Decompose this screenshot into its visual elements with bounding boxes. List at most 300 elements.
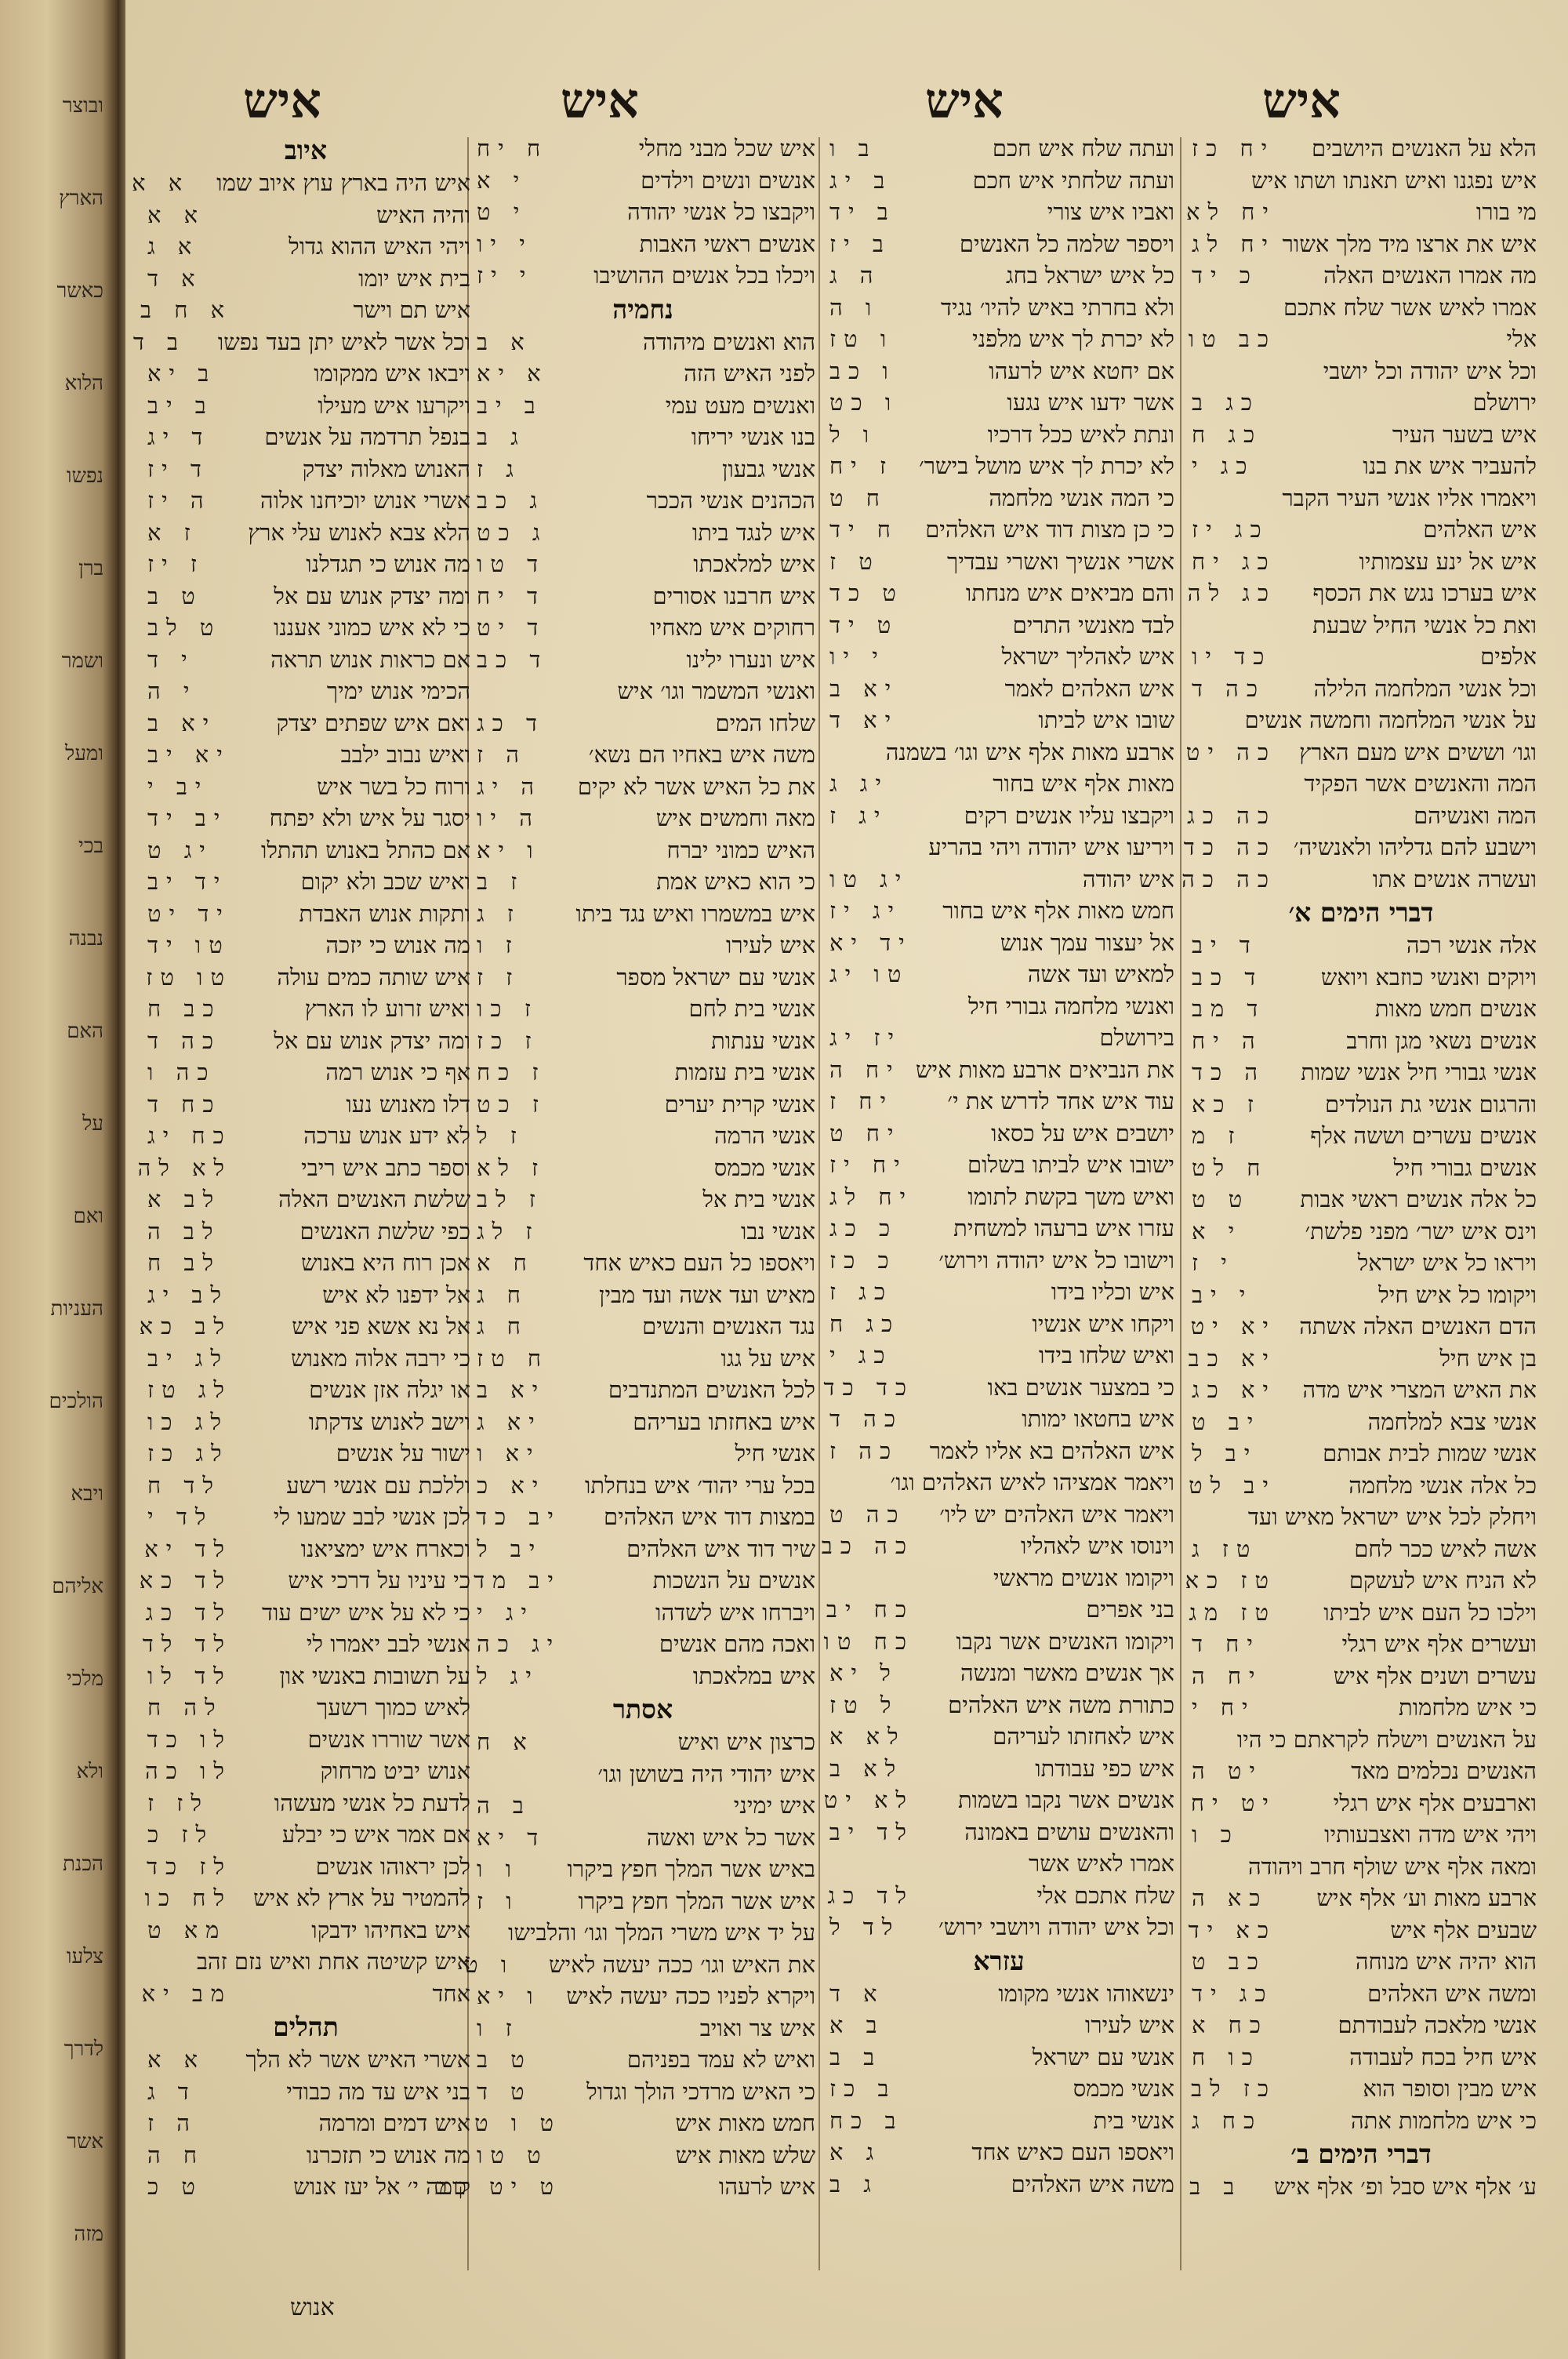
entry-reference: טז ג xyxy=(1192,1535,1258,1562)
concordance-entry xyxy=(823,262,1174,294)
entry-text: לכל האנשים המתנדבים xyxy=(608,1376,815,1403)
entry-reference: ד יט xyxy=(477,614,546,641)
concordance-entry xyxy=(470,678,815,710)
entry-text: איש האלהים בא אליו לאמר xyxy=(929,1437,1174,1464)
concordance-entry xyxy=(823,1980,1174,2012)
entry-text: איש שותה כמים עולה xyxy=(277,963,470,990)
running-heads xyxy=(125,72,1568,143)
concordance-entry xyxy=(141,900,470,932)
concordance-entry xyxy=(1185,1122,1537,1154)
entry-text: ויבאו איש ממקומו xyxy=(314,360,470,387)
column-3 xyxy=(436,135,815,2284)
entry-text: משה איש האלהים xyxy=(1011,2170,1174,2197)
entry-reference: ט ו ט xyxy=(474,2110,561,2136)
concordance-entry xyxy=(141,2173,470,2205)
concordance-entry xyxy=(823,1469,1174,1501)
entry-reference: ד כג xyxy=(477,709,545,736)
entry-reference: ו טז xyxy=(829,325,895,352)
entry-text: ורוח כל בשר איש xyxy=(317,772,470,800)
concordance-entry xyxy=(470,1091,815,1123)
entry-reference: ו ל xyxy=(829,420,877,448)
entry-text: מאות אלף איש בחור xyxy=(993,770,1174,797)
entry-text: הוא ואנשים מיהודה xyxy=(643,328,815,355)
entry-reference: יד יט xyxy=(147,900,230,927)
concordance-entry xyxy=(823,1819,1174,1851)
entry-text: לא יכרת לך איש מושל בישר׳ xyxy=(919,453,1174,479)
concordance-entry xyxy=(823,707,1174,739)
entry-reference: כח טו xyxy=(823,1627,914,1655)
entry-reference: לא יט xyxy=(823,1787,914,1813)
entry-reference: יב מד xyxy=(474,1567,561,1594)
left-page-fragment: נפשו xyxy=(66,464,103,488)
entry-reference: ז ו xyxy=(477,2014,520,2041)
entry-text: איש האלהים xyxy=(1423,516,1537,543)
entry-text: אנשי גבעון xyxy=(722,455,815,482)
entry-text: אנשי ענתות xyxy=(711,1027,815,1054)
entry-reference: כב טו xyxy=(1188,325,1276,352)
left-page-edge xyxy=(0,0,118,2359)
concordance-entry xyxy=(823,485,1174,517)
entry-reference: י א xyxy=(477,166,528,194)
entry-text: כתורת משה איש האלהים xyxy=(948,1691,1174,1718)
entry-reference: ב יא xyxy=(147,360,217,387)
concordance-entry xyxy=(470,1249,815,1281)
concordance-entry xyxy=(141,837,470,869)
entry-text: ויראו כל איש ישראל xyxy=(1357,1249,1537,1276)
entry-text: אנשים ראשי האבות xyxy=(639,230,815,257)
concordance-entry xyxy=(141,2078,470,2110)
entry-reference: ו ה xyxy=(829,293,880,321)
entry-text: אשרי האיש אשר לא הלך xyxy=(245,2046,470,2073)
entry-reference: ב ד xyxy=(132,328,187,355)
concordance-entry xyxy=(141,710,470,742)
concordance-entry xyxy=(141,1630,470,1663)
entry-reference: לז ז xyxy=(147,1789,209,1816)
entry-text: איש וכליו בידו xyxy=(1051,1278,1174,1305)
entry-reference: ה יז xyxy=(147,487,212,514)
entry-reference: ב כח xyxy=(829,2106,904,2134)
concordance-entry xyxy=(1185,198,1537,231)
entry-text: ונתת לאיש ככל דרכיו xyxy=(987,420,1174,448)
concordance-entry xyxy=(1185,2012,1537,2044)
concordance-entry xyxy=(470,1728,815,1761)
left-page-fragment: האם xyxy=(67,1020,103,1043)
entry-reference: ו ו xyxy=(477,1856,520,1882)
entry-text: אל יעצור עמך אנוש xyxy=(1000,929,1174,956)
concordance-entry xyxy=(823,1532,1174,1565)
entry-reference: מא ט xyxy=(147,1916,227,1943)
column-4 xyxy=(132,135,470,2284)
entry-reference: לד לו xyxy=(147,1662,232,1689)
concordance-entry xyxy=(1185,1885,1537,1917)
concordance-entry xyxy=(823,1438,1174,1470)
concordance-entry xyxy=(1185,1186,1537,1218)
entry-text: וכל איש יהודה ויושבי ירוש׳ xyxy=(938,1914,1174,1940)
entry-reference: ד טו xyxy=(477,551,546,577)
entry-text: כי הוא כאיש אמת xyxy=(656,868,815,895)
concordance-entry xyxy=(470,456,815,488)
entry-reference: ט כד xyxy=(829,580,904,606)
entry-text: לבד מאנשי התרים xyxy=(1012,611,1174,638)
entry-text: איש אל ינע עצמותיו xyxy=(1359,547,1537,575)
entry-text: אנשי מלאכה לעבודתם xyxy=(1338,2012,1537,2038)
concordance-entry xyxy=(141,1980,470,2012)
concordance-entry xyxy=(470,1122,815,1154)
concordance-entry xyxy=(141,1885,470,1917)
entry-text: להמטיר על ארץ לא איש xyxy=(253,1885,470,1911)
entry-reference: ז כט xyxy=(477,1090,546,1118)
concordance-entry xyxy=(823,739,1174,771)
concordance-entry xyxy=(1185,739,1537,771)
entry-reference: כה כב xyxy=(821,1532,914,1559)
concordance-entry xyxy=(141,1503,470,1536)
entry-reference: ה כד xyxy=(1192,1059,1266,1085)
concordance-entry xyxy=(470,392,815,424)
entry-text: ואביו איש צורי xyxy=(1047,198,1174,225)
entry-text: כי כן מצות דוד איש האלהים xyxy=(925,516,1174,543)
concordance-entry xyxy=(823,929,1174,961)
concordance-entry xyxy=(470,773,815,805)
column-rule xyxy=(1180,137,1181,2270)
concordance-entry xyxy=(1185,1027,1537,1060)
entry-text: איש לעירו xyxy=(1084,2012,1174,2038)
concordance-entry xyxy=(1185,1376,1537,1408)
entry-reference: כב ח xyxy=(147,995,222,1022)
left-page-fragment: הלוא xyxy=(64,372,103,395)
entry-text: על יד איש משרי המלך וגו׳ והלבישו xyxy=(508,1919,815,1946)
concordance-entry xyxy=(823,1565,1174,1597)
entry-reference: כה ד xyxy=(147,1027,222,1054)
book-heading: תהלים xyxy=(273,2012,339,2042)
entry-reference: ז לב xyxy=(477,1186,543,1212)
concordance-page xyxy=(125,0,1568,2359)
entry-reference: כח יג xyxy=(147,1122,232,1149)
entry-text: על תשובות באנשי און xyxy=(279,1662,470,1689)
entry-text: איש ונערו ילינו xyxy=(686,645,815,673)
entry-reference: יח לג xyxy=(1192,230,1276,257)
entry-reference: א א xyxy=(132,169,191,196)
entry-text: האנשים נכלמים מאד xyxy=(1351,1757,1537,1784)
entry-text: כפי שלשת האנשים xyxy=(299,1217,470,1245)
entry-text: משה איש באחיו הם נשא׳ xyxy=(588,741,815,768)
entry-text: ועשרה אנשים אתו xyxy=(1372,865,1537,892)
entry-reference: ד כב xyxy=(477,645,549,673)
concordance-entry xyxy=(823,1120,1174,1152)
entry-reference: יח י xyxy=(1192,1694,1256,1721)
entry-text: ותקות אנוש האבדת xyxy=(299,900,470,927)
concordance-entry xyxy=(141,1376,470,1408)
entry-reference: ט יד xyxy=(829,611,899,638)
entry-text: מה אנוש כי יזכה xyxy=(325,932,470,958)
entry-reference: לד ח xyxy=(147,1471,221,1499)
entry-text: בירושלם xyxy=(1099,1024,1174,1051)
entry-text: מה אנוש כי תזכרנו xyxy=(306,2141,470,2168)
entry-reference: טו יד xyxy=(147,932,230,958)
entry-text: איש יהודה xyxy=(1082,865,1174,892)
entry-text: בני איש עד מה כבודי xyxy=(286,2077,470,2105)
entry-text: וכל אנשי המלחמה הלילה xyxy=(1313,674,1537,702)
concordance-entry xyxy=(141,392,470,424)
entry-reference: טז כא xyxy=(1185,1567,1276,1594)
entry-text: אנשי בית עזמות xyxy=(674,1059,815,1085)
entry-text: אנוש יביט מרחוק xyxy=(320,1757,470,1784)
entry-text: ישור על אנשים xyxy=(336,1440,470,1467)
entry-reference: כג ח xyxy=(1192,420,1263,448)
entry-text: הלא צבא לאנוש עלי ארץ xyxy=(248,518,470,546)
entry-text: ואיש נבוב ילבב xyxy=(340,741,470,768)
entry-reference: לב ה xyxy=(147,1217,221,1245)
concordance-entry xyxy=(1185,2044,1537,2076)
entry-text: איש יהודי היה בשושן וגו׳ xyxy=(597,1760,815,1787)
left-page-fragment: העניות xyxy=(50,1297,103,1321)
entry-reference: לו כד xyxy=(147,1725,232,1753)
entry-text: ויברחו איש לשדהו xyxy=(655,1598,815,1626)
concordance-entry xyxy=(470,2110,815,2142)
entry-text: אנשי בית לחם xyxy=(688,995,815,1022)
entry-text: ואנשי המשמר וגו׳ איש xyxy=(617,678,815,704)
entry-reference: ז מ xyxy=(1192,1122,1243,1149)
concordance-entry xyxy=(1185,1503,1537,1536)
entry-text: אנשי לבב יאמרו לי xyxy=(306,1630,470,1657)
left-page-fragment: כאשר xyxy=(56,279,103,303)
concordance-entry xyxy=(141,1249,470,1281)
entry-reference: ז כז xyxy=(477,1027,539,1054)
concordance-entry xyxy=(141,741,470,773)
entry-text: והרגום אנשי גת הנולדים xyxy=(1324,1090,1537,1118)
concordance-entry xyxy=(470,1761,815,1793)
entry-reference: ז כא xyxy=(1192,1090,1261,1118)
concordance-entry xyxy=(141,1313,470,1345)
entry-text: ויספר שלמה כל האנשים xyxy=(959,230,1174,257)
concordance-entry xyxy=(1185,675,1537,707)
entry-text: חמש מאות אלף איש בחור xyxy=(942,897,1174,924)
entry-reference: ו יא xyxy=(477,1983,541,2009)
concordance-entry xyxy=(141,995,470,1027)
entry-reference: כח ד xyxy=(147,1090,222,1118)
entry-reference: לד יא xyxy=(144,1535,232,1562)
entry-reference: ב ב xyxy=(829,2043,883,2070)
entry-text: ויאמרו אליו אנשי העיר הקבר xyxy=(1282,484,1537,511)
entry-reference: ב יז xyxy=(829,230,891,257)
concordance-entry xyxy=(823,1405,1174,1438)
entry-reference: ה ז xyxy=(147,2110,198,2136)
entry-text: שבעים אלף איש xyxy=(1390,1916,1537,1943)
concordance-entry xyxy=(823,1342,1174,1374)
concordance-entry xyxy=(1185,1630,1537,1663)
book-heading: עזרא xyxy=(973,1945,1025,1976)
entry-reference: יב כד xyxy=(476,1503,561,1530)
column-1 xyxy=(1181,135,1537,2284)
concordance-entry xyxy=(823,802,1174,834)
running-head: איש xyxy=(561,72,639,129)
concordance-entry xyxy=(470,1218,815,1250)
concordance-entry xyxy=(823,961,1174,993)
entry-reference: ד כב xyxy=(1192,963,1264,990)
entry-text: בכל ערי יהוד׳ איש בנחלתו xyxy=(585,1471,815,1499)
entry-text: את הנביאים ארבע מאות איש xyxy=(915,1056,1174,1083)
entry-text: ויחלק לכל איש ישראל מאיש ועד xyxy=(1247,1503,1537,1530)
entry-text: לכן יראוהו אנשים xyxy=(315,1852,470,1880)
entry-text: אשר ידעו איש נגעו xyxy=(1007,389,1174,416)
entry-reference: יא כ xyxy=(477,1471,546,1499)
column-2 xyxy=(823,135,1174,2284)
concordance-entry xyxy=(1185,135,1537,167)
concordance-entry xyxy=(823,1628,1174,1660)
entry-text: איש תם וישר xyxy=(353,296,470,323)
concordance-entry xyxy=(823,2044,1174,2076)
entry-reference: ח טז xyxy=(477,1344,549,1372)
book-heading: איוב xyxy=(284,135,328,165)
entry-text: חמש מאות איש xyxy=(675,2110,815,2136)
concordance-entry xyxy=(1185,1790,1537,1822)
concordance-entry xyxy=(823,1723,1174,1755)
concordance-entry xyxy=(470,1919,815,1951)
concordance-entry xyxy=(470,1408,815,1441)
entry-text: או יגלה אזן אנשים xyxy=(309,1376,470,1403)
entry-text: ירושלם xyxy=(1472,389,1537,416)
entry-reference: יא ו xyxy=(477,1440,541,1467)
concordance-entry xyxy=(823,993,1174,1025)
entry-reference: י ט xyxy=(477,198,528,225)
concordance-entry xyxy=(1185,1218,1537,1250)
concordance-entry xyxy=(141,487,470,519)
entry-text: ע׳ אלף איש סבל ופ׳ אלף איש xyxy=(1274,2173,1537,2200)
concordance-entry xyxy=(141,1186,470,1218)
entry-reference: כ כג xyxy=(829,1215,898,1241)
entry-text: ויכלו בכל אנשים ההושיבו xyxy=(593,262,815,289)
entry-text: אף כי אנוש רמה xyxy=(325,1059,470,1085)
concordance-entry xyxy=(141,868,470,900)
concordance-entry xyxy=(470,1027,815,1060)
entry-text: והם מביאים איש מנחתו xyxy=(965,580,1174,606)
left-page-fragment: בכי xyxy=(78,834,103,858)
entry-reference: יח כז xyxy=(1192,135,1276,162)
entry-reference: לב יג xyxy=(147,1281,229,1308)
entry-text: אנשי בית אל xyxy=(702,1186,815,1212)
entry-text: לכן אנשי לבב שמעו לי xyxy=(273,1503,470,1530)
entry-reference: כא ה xyxy=(1192,1885,1269,1911)
entry-reference: ז ו xyxy=(477,932,520,958)
concordance-entry xyxy=(1185,358,1537,390)
concordance-entry xyxy=(141,583,470,615)
entry-reference: לד י xyxy=(147,1503,214,1530)
entry-reference: ח יד xyxy=(829,516,898,543)
left-page-fragment: הארץ xyxy=(59,187,103,210)
concordance-entry xyxy=(141,1694,470,1726)
concordance-entry xyxy=(141,1853,470,1885)
entry-text: אל ידפנו לא איש xyxy=(322,1281,470,1308)
entry-reference: יב יד xyxy=(147,805,228,831)
entry-reference: לב כא xyxy=(139,1313,232,1339)
entry-reference: לד כג xyxy=(827,1881,914,1909)
entry-reference: כא יד xyxy=(1188,1916,1276,1943)
entry-reference: ז לג xyxy=(477,1217,540,1245)
entry-text: שלש מאות איש xyxy=(675,2141,815,2168)
entry-text: ומה יצדק אנוש עם אל xyxy=(274,582,470,609)
entry-text: אשרי אנשיך ואשרי עבדיך xyxy=(946,547,1174,575)
concordance-entry xyxy=(1185,1408,1537,1441)
entry-text: וספר כתב איש ריבי xyxy=(301,1154,470,1181)
concordance-entry xyxy=(823,866,1174,898)
concordance-entry xyxy=(823,294,1174,326)
entry-text: איש אשר המלך חפץ ביקרו xyxy=(578,1887,815,1914)
entry-reference: א ג xyxy=(147,233,200,260)
entry-text: במצות דוד איש האלהים xyxy=(603,1503,815,1530)
concordance-entry xyxy=(141,2046,470,2078)
entry-text: הדם האנשים האלה אשתה xyxy=(1299,1313,1537,1339)
concordance-entry xyxy=(1185,643,1537,675)
concordance-entry xyxy=(1185,1821,1537,1853)
entry-text: כל אלה אנשים ראשי אבות xyxy=(1300,1186,1537,1212)
concordance-entry xyxy=(470,1186,815,1218)
concordance-entry xyxy=(823,2107,1174,2139)
entry-reference: ז יח xyxy=(829,453,895,479)
entry-reference: ה יו xyxy=(477,805,540,831)
entry-reference: יב ט xyxy=(1192,1408,1261,1435)
entry-text: אם כהתל באנוש תהתלו xyxy=(260,836,470,863)
concordance-entry xyxy=(1185,580,1537,612)
entry-text: ארבע מאות אלף איש וגו׳ בשמנה xyxy=(885,738,1174,765)
left-page-fragment: לדרך xyxy=(64,2037,103,2061)
entry-text: איש למלאכתו xyxy=(693,551,815,577)
entry-text: הוא יהיה איש מנוחה xyxy=(1355,1948,1537,1975)
left-page-fragment: הכנת xyxy=(63,1852,103,1876)
entry-reference: ד ג xyxy=(147,2077,197,2105)
concordance-entry xyxy=(823,675,1174,707)
concordance-entry xyxy=(1181,865,1537,898)
entry-text: כל אלה אנשי מלחמה xyxy=(1348,1471,1537,1499)
left-page-fragment: אשר xyxy=(67,2130,103,2154)
entry-reference: ח ה xyxy=(147,2141,205,2168)
entry-text: אנשי שמות לבית אבותם xyxy=(1323,1440,1537,1467)
concordance-entry xyxy=(823,1310,1174,1343)
entry-text: אלי xyxy=(1506,325,1537,352)
concordance-entry xyxy=(470,167,815,199)
entry-reference: לד כא xyxy=(139,1567,232,1594)
entry-text: כי במצער אנשים באו xyxy=(987,1373,1174,1401)
concordance-entry xyxy=(823,770,1174,802)
concordance-entry xyxy=(1185,325,1537,358)
entry-reference: יח ד xyxy=(1192,1630,1261,1657)
entry-text: אמרו לאיש אשר שלח אתכם xyxy=(1283,293,1537,321)
concordance-entry xyxy=(823,1056,1174,1089)
entry-text: כי עיניו על דרכי איש xyxy=(288,1567,470,1594)
concordance-entry xyxy=(470,262,815,294)
entry-text: שלח אתכם אלי xyxy=(1036,1881,1174,1909)
entry-text: ישובו איש לביתו בשלום xyxy=(967,1151,1174,1178)
concordance-entry xyxy=(141,1917,470,1949)
entry-text: לא ידע אנוש ערכה xyxy=(303,1122,470,1149)
entry-text: וישב לאנוש צדקתו xyxy=(308,1408,470,1435)
entry-reference: א ד xyxy=(147,264,203,292)
entry-text: יושבים איש על כסאו xyxy=(991,1119,1174,1147)
concordance-entry xyxy=(823,1692,1174,1724)
concordance-entry xyxy=(1185,1281,1537,1314)
entry-reference: כג י xyxy=(829,1342,893,1369)
concordance-entry xyxy=(470,1630,815,1663)
entry-text: איש היה בארץ עוץ איוב שמו xyxy=(216,169,470,196)
entry-text: אשרי אנוש יוכיחנו אלוה xyxy=(260,487,470,514)
entry-text: ויקרא לפניו ככה יעשה לאיש xyxy=(566,1983,815,2009)
concordance-entry xyxy=(141,1027,470,1060)
entry-reference: ה יג xyxy=(477,772,543,800)
concordance-entry xyxy=(470,1345,815,1377)
entry-reference: י יז xyxy=(477,262,534,289)
entry-text: שובו איש לביתו xyxy=(1038,707,1174,733)
concordance-entry xyxy=(823,643,1174,675)
entry-reference: יא ג xyxy=(477,1408,543,1435)
concordance-entry xyxy=(823,231,1174,263)
